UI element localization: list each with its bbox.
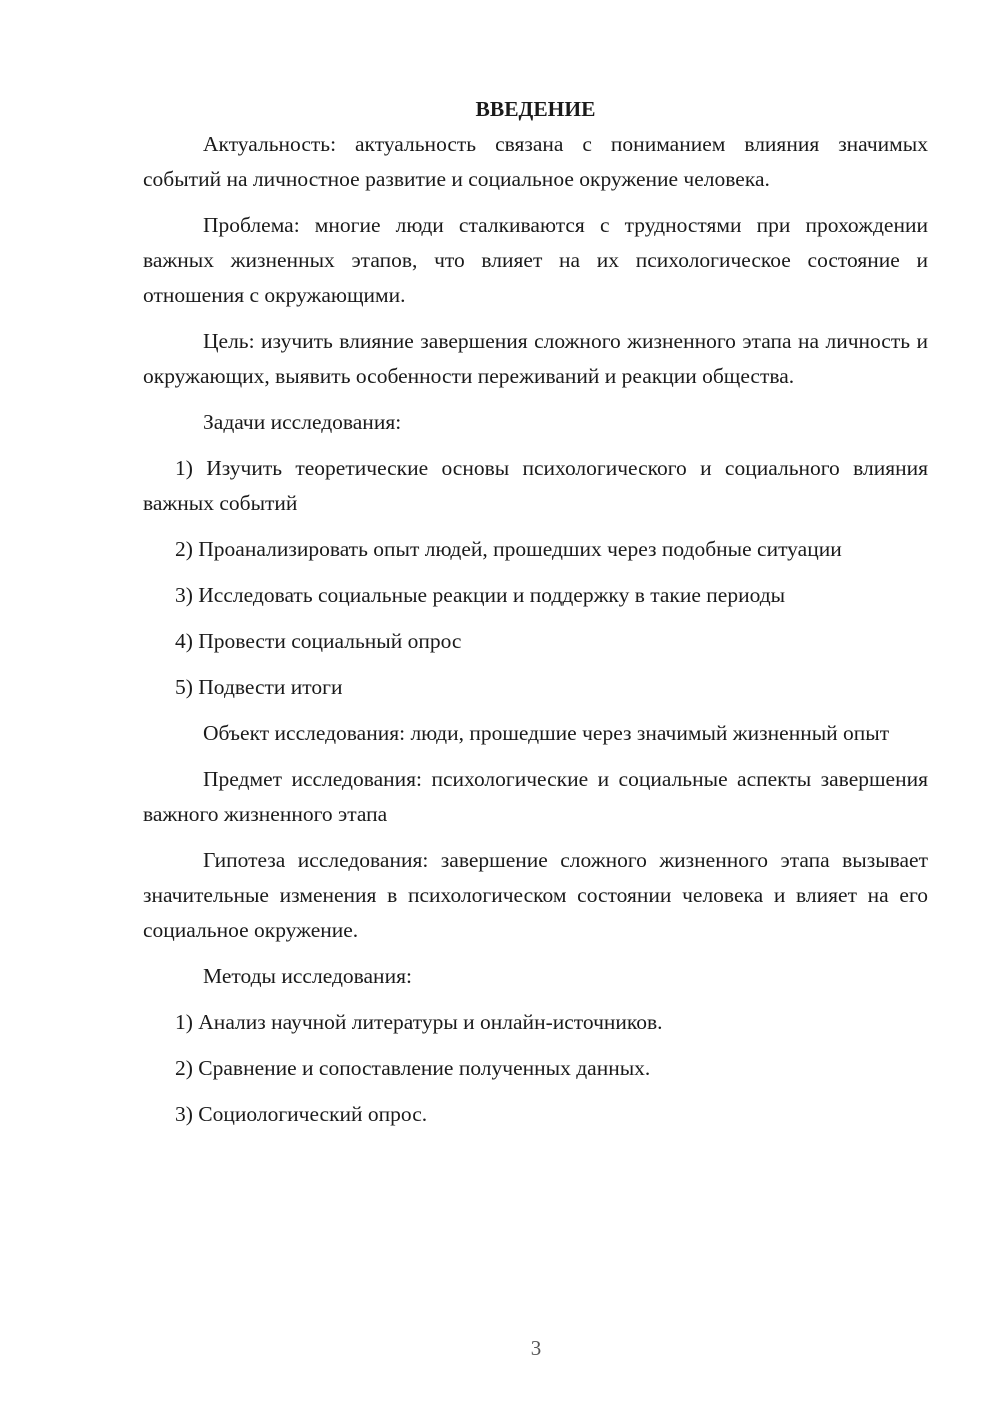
task-item-5: 5) Подвести итоги (175, 675, 343, 699)
method-item-1: 1) Анализ научной литературы и онлайн-источников. (175, 1010, 663, 1034)
methods-heading: Методы исследования: (203, 964, 412, 988)
method-item-3: 3) Социологический опрос. (175, 1102, 428, 1126)
page-number: 3 (530, 1336, 542, 1360)
page-title: ВВЕДЕНИЕ (475, 97, 596, 121)
task-item-3: 3) Исследовать социальные реакции и поддержку в такие периоды (175, 583, 786, 607)
page-content (143, 92, 928, 1143)
task-item-2: 2) Проанализировать опыт людей, прошедших через подобные ситуации (175, 537, 842, 561)
relevance-paragraph: Актуальность: актуальность связана с пониманием влияния значимых событий на личностное развитие и социальное окружение человека. (143, 132, 928, 191)
object-paragraph: Объект исследования: люди, прошедшие через значимый жизненный опыт (203, 721, 890, 745)
problem-paragraph: Проблема: многие люди сталкиваются с трудностями при прохождении важных жизненных этапов, что влияет на их психологическое состояние и отношения с окружающими. (143, 213, 928, 307)
task-item-1: 1) Изучить теоретические основы психологического и социального влияния важных событий (143, 456, 928, 515)
task-item-4: 4) Провести социальный опрос (175, 629, 462, 653)
tasks-heading: Задачи исследования: (203, 410, 402, 434)
hypothesis-paragraph: Гипотеза исследования: завершение сложного жизненного этапа вызывает значительные изменения в психологическом состоянии человека и влияет на его социальное окружение. (143, 848, 928, 942)
method-item-2: 2) Сравнение и сопоставление полученных данных. (175, 1056, 651, 1080)
subject-paragraph: Предмет исследования: психологические и социальные аспекты завершения важного жизненного этапа (143, 767, 928, 826)
goal-paragraph: Цель: изучить влияние завершения сложного жизненного этапа на личность и окружающих, выявить особенности переживаний и реакции общества. (143, 329, 928, 388)
